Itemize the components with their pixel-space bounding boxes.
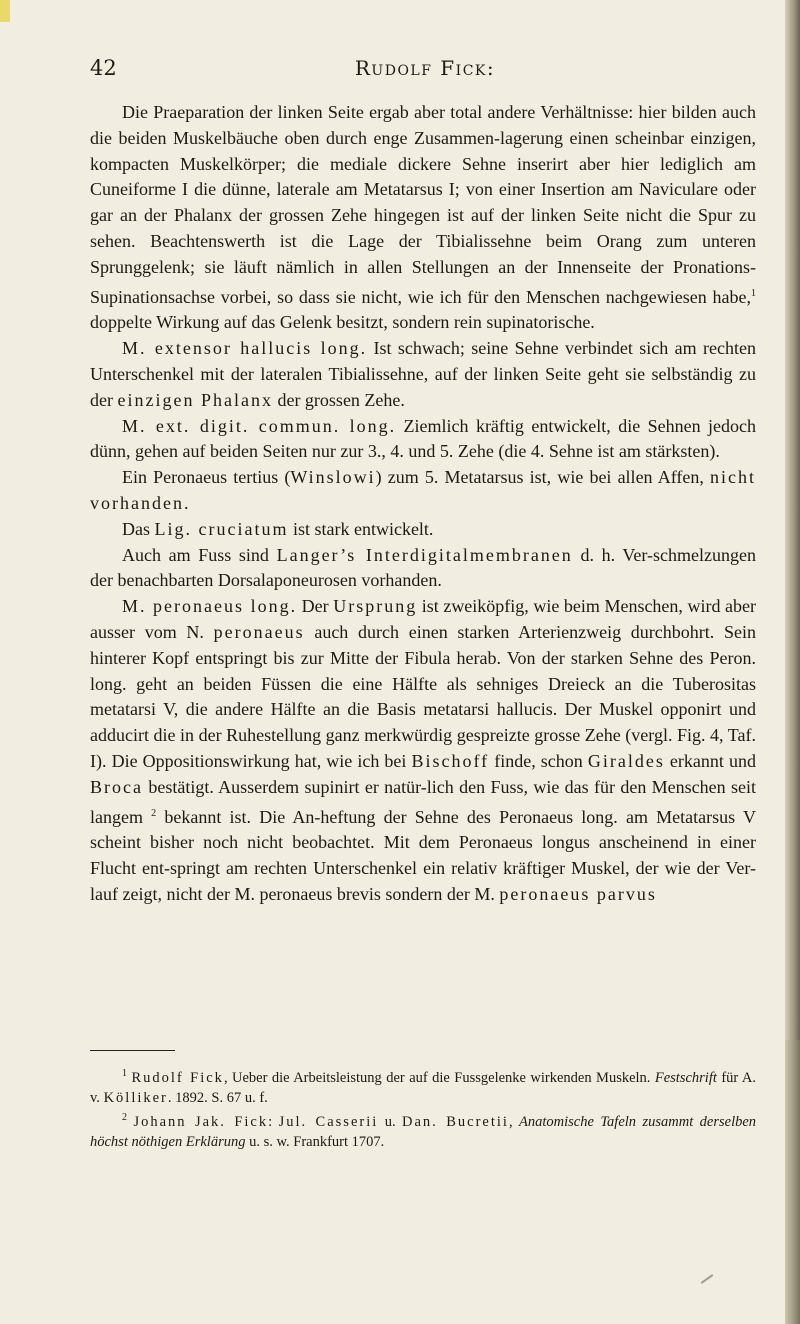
text-run: auch durch einen starken Arterienzweig durchbohrt. Sein hinterer Kopf entspringt bis zur Mitte der Fibula herab. Von der starken Sehne des Peron. long. geht an beiden Füssen die eine Hälfte als sehniges Dreieck an die Tuberositas metatarsi V, die andere Hälfte an die Basis metatarsi hallucis. Der Muskel opponirt und adducirt die in der Ruhestellung ganz merkwürdig gespreizte grosse Zehe (vergl. Fig. 4, Taf. I). Die Oppositionswirkung hat, wie ich bei: [90, 621, 756, 771]
text-run: Ein Peronaeus tertius (: [122, 467, 291, 488]
text-run: . 1892. S. 67 u. f.: [167, 1089, 268, 1106]
text-run: der grossen Zehe.: [272, 389, 405, 410]
author-name: Kölliker: [103, 1089, 168, 1106]
footnote-marker: 2: [122, 1111, 127, 1123]
text-run: doppelte Wirkung auf das Gelenk besitzt, sondern rein supinatorische.: [90, 312, 595, 333]
footnotes: [90, 1064, 756, 1152]
italic-title: Anatomische Tafeln zusammt derselben höchst nöthigen Erklärung: [90, 1113, 757, 1150]
text-run: Ist schwach; seine Sehne verbindet sich am rechten Unterschenkel mit der lateralen Tibialissehne, auf der linken Seite geht sie selbständig zu der: [90, 338, 756, 410]
paragraph-lig-cruciatum: [90, 517, 756, 543]
italic-title: Festschrift: [654, 1069, 717, 1086]
text-run: Auch am Fuss sind: [122, 544, 277, 565]
author-name: Johann Jak. Fick: [133, 1113, 269, 1130]
text-run: d. h. Ver-schmelzungen der benachbarten Dorsalaponeurosen vorhanden.: [90, 544, 756, 591]
text-run: Die Praeparation der linken Seite ergab aber total andere Verhältnisse: hier bilden auch die beiden Muskelbäuche oben durch enge Zusammen-lagerung einen scheinbar einzigen, kompacten Muskelkörper; die mediale dickere Sehne inserirt aber hier lediglich am Cuneiforme I die dünne, laterale am Metatarsus I; von einer Insertion am Naviculare oder gar an der Phalanx der grossen Zehe hingegen ist auf der linken Seite nicht die Spur zu sehen. Beachtenswerth ist die Lage der Tibialissehne beim Orang zum unteren Sprunggelenk; sie läuft nämlich in allen Stellungen an der Innenseite der Pronations-Supinationsachse vorbei, so dass sie nicht, wie ich für den Menschen nachgewiesen habe,: [90, 102, 756, 307]
author-name: Dan. Bucretii: [402, 1113, 509, 1130]
text-run: Der: [297, 596, 334, 617]
author-name: Giraldes: [587, 750, 665, 771]
footnote-marker: 1: [122, 1068, 127, 1079]
text-run: bestätigt. Ausserdem supinirt er natür-lich den Fuss, wie das für den Menschen seit langem: [90, 776, 756, 827]
paragraph-extensor-hallucis: [90, 336, 756, 413]
paragraph-peronaeus-tertius: [90, 465, 756, 517]
text-run: für A. v.: [90, 1069, 756, 1106]
spaced-term: M. extensor hallucis long.: [122, 338, 368, 359]
footnote-ref: 1: [751, 287, 756, 299]
footnote-1: [90, 1064, 756, 1108]
text-run: ist zweiköpfig, wie beim Menschen, wird aber ausser vom N.: [90, 596, 757, 642]
spaced-term: einzigen Phalanx: [117, 389, 273, 410]
page-header: [90, 56, 760, 86]
spaced-term: peronaeus parvus: [499, 883, 657, 904]
text-run: :: [268, 1113, 279, 1130]
spaced-term: Ursprung: [333, 596, 418, 617]
author-name: Bischoff: [411, 750, 490, 771]
body-text: [90, 100, 756, 908]
paragraph-peronaeus-longus: [90, 594, 756, 908]
spaced-term: M. ext. digit. commun. long.: [122, 415, 397, 436]
footnote-ref: 2: [151, 807, 157, 819]
text-run: u.: [378, 1113, 403, 1130]
author-name: Broca: [90, 776, 143, 797]
text-run: ) zum 5. Metatarsus ist, wie bei allen Affen,: [375, 467, 710, 488]
paragraph-interdigital: [90, 543, 756, 595]
text-run: finde, schon: [489, 750, 588, 771]
paragraph-tibialis: [90, 100, 756, 336]
page-edge-shadow-lower: [785, 1040, 800, 1324]
text-run: Ziemlich kräftig entwickelt, die Sehnen jedoch dünn, gehen auf beiden Seiten nur zur 3., 4. und 5. Zehe (die 4. Sehne ist am stärksten).: [90, 415, 756, 462]
spaced-term: Langer’s Interdigitalmembranen: [276, 544, 573, 565]
running-title: Rudolf Fick:: [354, 56, 496, 80]
footnote-rule: [90, 1050, 175, 1051]
text-run: , Ueber die Arbeitsleistung der auf die Fussgelenke wirkenden Muskeln.: [223, 1069, 655, 1086]
spaced-term: Lig. cruciatum: [154, 518, 289, 539]
spaced-term: peronaeus: [213, 621, 305, 642]
text-run: erkannt und: [664, 750, 756, 771]
spaced-term: M. peronaeus long.: [122, 596, 298, 617]
text-run: .: [183, 492, 189, 513]
text-run: ist stark entwickelt.: [288, 518, 434, 539]
spaced-term: Winslowi: [290, 467, 376, 488]
corner-tab-mark: [0, 0, 10, 22]
text-run: u. s. w. Frankfurt 1707.: [245, 1133, 385, 1150]
text-run: ,: [508, 1113, 519, 1130]
footnote-2: [90, 1108, 756, 1152]
text-run: Das: [122, 518, 155, 539]
text-run: bekannt ist. Die An-heftung der Sehne des Peronaeus long. am Metatarsus V scheint bisher noch nicht beobachtet. Mit dem Peronaeus longus anscheinend in einer Flucht ent-springt am rechten Unterschenkel ein relativ kräftiger Muskel, der wie der Ver-lauf zeigt, nicht der M. peronaeus brevis sondern der M.: [90, 806, 756, 904]
author-name: Jul. Casserii: [278, 1113, 379, 1130]
paragraph-extensor-digitorum: [90, 414, 756, 466]
page-number: 42: [90, 56, 117, 80]
spaced-term: nicht vorhanden: [90, 467, 756, 513]
pencil-mark: [701, 1274, 714, 1284]
author-name: Rudolf Fick: [131, 1069, 224, 1086]
